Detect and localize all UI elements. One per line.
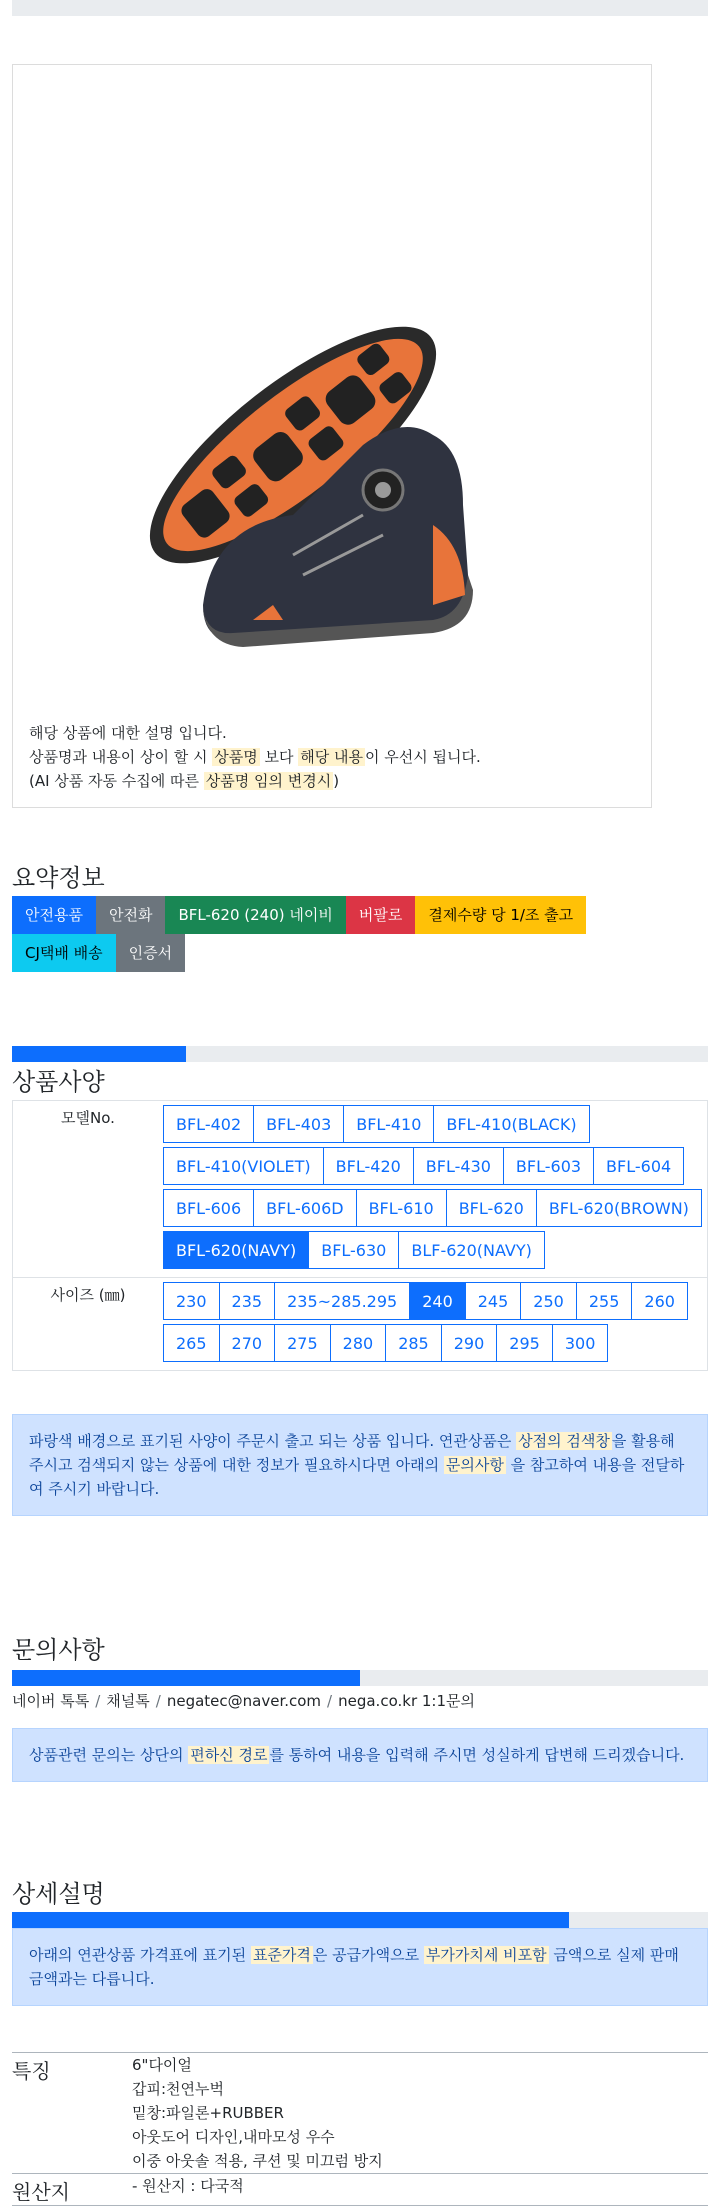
model-option[interactable]: BFL-403: [253, 1105, 344, 1143]
inquiry-channels: 네이버 톡톡 / 채널톡 / negatec@naver.com / nega.co.kr 1:1문의: [12, 1692, 475, 1710]
size-option[interactable]: 295: [496, 1324, 553, 1362]
model-option[interactable]: BFL-430: [413, 1147, 504, 1185]
size-option[interactable]: 235: [219, 1282, 276, 1320]
spec-progress-bar: [12, 1046, 708, 1062]
feature-item: 밑창:파일론+RUBBER: [132, 2104, 284, 2122]
inquiry-progress-fill: [12, 1670, 360, 1686]
description-line-3: (AI 상품 자동 수집에 따른 상품명 임의 변경시 ): [29, 772, 340, 790]
features-table: [12, 2052, 708, 2206]
features-list: [132, 2053, 708, 2173]
detail-title: 상세설명: [12, 1880, 105, 1908]
channel-website-inquiry[interactable]: nega.co.kr 1:1문의: [338, 1692, 475, 1710]
size-option[interactable]: 280: [330, 1324, 387, 1362]
features-row: [12, 2053, 708, 2174]
channel-email[interactable]: negatec@naver.com: [166, 1692, 322, 1710]
model-option[interactable]: BFL-604: [593, 1147, 684, 1185]
inquiry-progress-bar: [12, 1670, 708, 1686]
spec-table: [12, 1100, 708, 1371]
origin-label: 원산지: [12, 2180, 70, 2204]
inquiry-notice: 상품관련 문의는 상단의 편하신 경로 를 통하여 내용을 입력해 주시면 성실하게 답변해 드리겠습니다.: [12, 1728, 708, 1782]
inquiry-title: 문의사항: [12, 1636, 105, 1664]
model-option[interactable]: BFL-620(NAVY): [163, 1231, 309, 1269]
product-image-card: [12, 64, 652, 808]
badge-brand: 버팔로: [346, 896, 415, 934]
size-option[interactable]: 245: [465, 1282, 522, 1320]
detail-progress-bar: [12, 1912, 708, 1928]
size-option[interactable]: 270: [219, 1324, 276, 1362]
size-option[interactable]: 300: [552, 1324, 609, 1362]
size-option[interactable]: 285: [385, 1324, 442, 1362]
badge-shipping: CJ택배 배송: [12, 934, 116, 972]
size-option[interactable]: 260: [631, 1282, 688, 1320]
size-option[interactable]: 235~285.295: [274, 1282, 410, 1320]
feature-item: 갑피:천연누벅: [132, 2080, 224, 2098]
size-option[interactable]: 290: [441, 1324, 498, 1362]
spec-notice: 파랑색 배경으로 표기된 사양이 주문시 출고 되는 상품 입니다. 연관상품은 상점의 검색창 을 활용해 주시고 검색되지 않는 상품에 대한 정보가 필요하시다면 아래의 문의사항 을 참고하여 내용을 전달하여 주시기 바랍니다.: [12, 1414, 708, 1516]
size-options: [163, 1278, 707, 1370]
badge-certificate[interactable]: 인증서: [116, 934, 185, 972]
model-option[interactable]: BLF-620(NAVY): [398, 1231, 545, 1269]
model-option[interactable]: BFL-410(BLACK): [433, 1105, 589, 1143]
model-option[interactable]: BFL-410(VIOLET): [163, 1147, 324, 1185]
channel-channeltalk[interactable]: 채널톡: [106, 1692, 150, 1710]
model-options: [163, 1101, 707, 1277]
features-label: 특징: [12, 2059, 51, 2083]
size-option[interactable]: 265: [163, 1324, 220, 1362]
model-option[interactable]: BFL-420: [323, 1147, 414, 1185]
detail-progress-fill: [12, 1912, 569, 1928]
spec-title: 상품사양: [12, 1068, 105, 1096]
feature-item: 아웃도어 디자인,내마모성 우수: [132, 2128, 335, 2146]
model-option[interactable]: BFL-630: [308, 1231, 399, 1269]
size-option[interactable]: 230: [163, 1282, 220, 1320]
description-line-2: 상품명과 내용이 상이 할 시 상품명 보다 해당 내용 이 우선시 됩니다.: [29, 748, 481, 766]
summary-title: 요약정보: [12, 864, 105, 892]
detail-notice: 아래의 연관상품 가격표에 표기된 표준가격 은 공급가액으로 부가가치세 비포함 금액으로 실제 판매금액과는 다릅니다.: [12, 1928, 708, 2006]
model-option[interactable]: BFL-610: [356, 1189, 447, 1227]
feature-item: 6"다이얼: [132, 2056, 192, 2074]
product-shoe-image: [133, 275, 533, 705]
size-option[interactable]: 255: [576, 1282, 633, 1320]
model-option[interactable]: BFL-402: [163, 1105, 254, 1143]
description-line-1: 해당 상품에 대한 설명 입니다.: [29, 724, 227, 742]
spec-progress-fill: [12, 1046, 186, 1062]
origin-row: [12, 2174, 708, 2206]
model-option[interactable]: BFL-606: [163, 1189, 254, 1227]
model-option[interactable]: BFL-620(BROWN): [536, 1189, 702, 1227]
badge-subcategory: 안전화: [96, 896, 165, 934]
size-option[interactable]: 250: [520, 1282, 577, 1320]
spec-row-size: [13, 1278, 707, 1370]
model-label: 모델No.: [61, 1109, 115, 1127]
model-option[interactable]: BFL-603: [503, 1147, 594, 1185]
badge-category: 안전용품: [12, 896, 96, 934]
size-label: 사이즈 (㎜): [50, 1286, 126, 1304]
model-option[interactable]: BFL-620: [446, 1189, 537, 1227]
model-option[interactable]: BFL-410: [343, 1105, 434, 1143]
origin-value: - 원산지 : 다국적: [132, 2177, 244, 2195]
feature-item: 이중 아웃솔 적용, 쿠션 및 미끄럼 방지: [132, 2152, 383, 2170]
badge-quantity: 결제수량 당 1/조 출고: [415, 896, 586, 934]
top-progress-bar: [12, 0, 708, 16]
badge-model: BFL-620 (240) 네이비: [165, 896, 345, 934]
spec-row-model: [13, 1101, 707, 1278]
size-option[interactable]: 275: [274, 1324, 331, 1362]
channel-naver-talk[interactable]: 네이버 톡톡: [12, 1692, 90, 1710]
model-option[interactable]: BFL-606D: [253, 1189, 356, 1227]
summary-badges: [12, 896, 612, 972]
product-description: [29, 721, 481, 793]
size-option[interactable]: 240: [409, 1282, 466, 1320]
